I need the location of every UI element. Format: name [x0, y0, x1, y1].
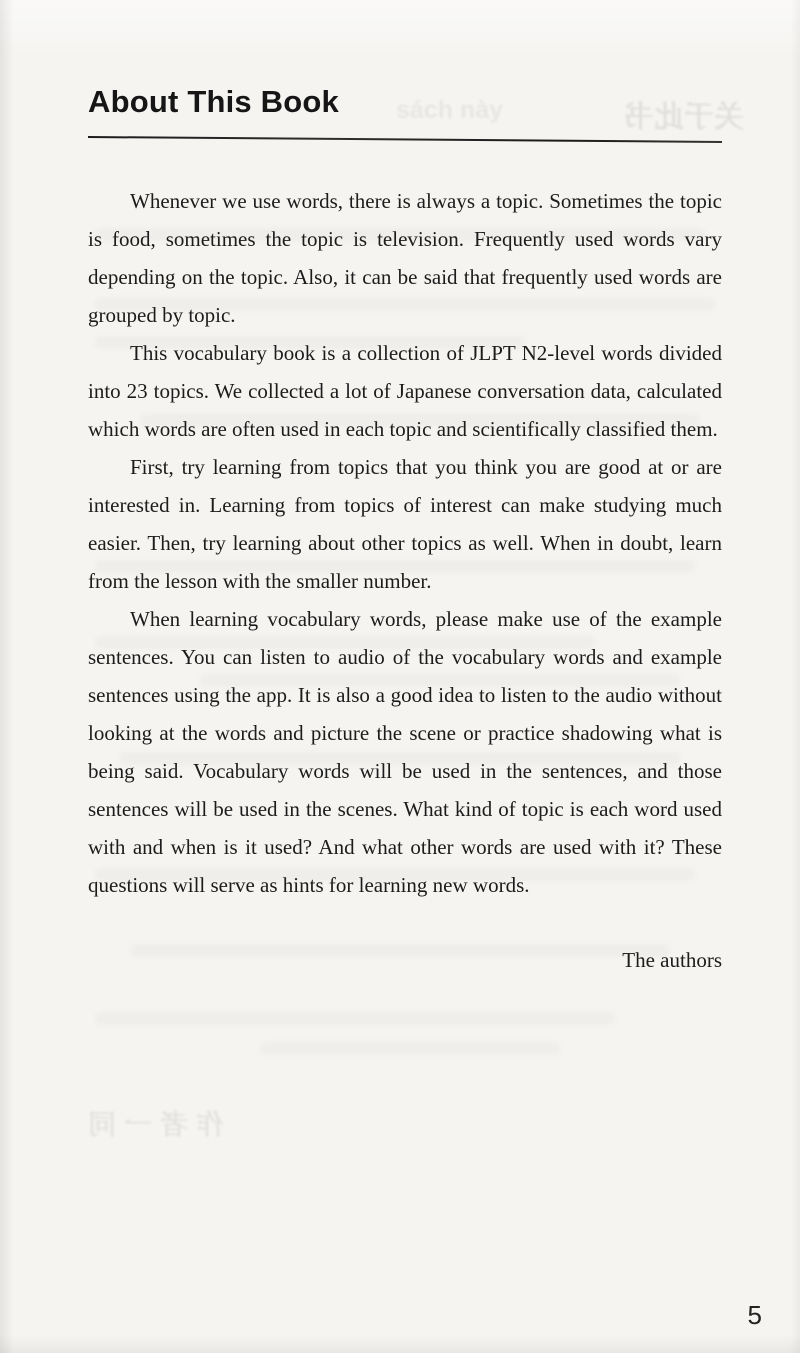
body-text [88, 182, 722, 904]
paragraph: When learning vocabulary words, please make use of the example sentences. You can listen to audio of the vocabulary words and example sentences using the app. It is also a good idea to listen to the audio without looking at the words and picture the scene or practice shadowing what is being said. Vocabulary words will be used in the sentences, and those sentences will be used in the scenes. What kind of topic is each word used with and when is it used? And what other words are used with it? These questions will serve as hints for learning new words. [88, 607, 722, 897]
bleedthrough-heading-chinese: 关于此书 [624, 101, 744, 134]
paragraph: This vocabulary book is a collection of JLPT N2-level words divided into 23 topics. We collected a lot of Japanese conversation data, calculated which words are often used in each topic and scientifically classified them. [88, 341, 722, 441]
bleedthrough-heading-vietnamese: sách này [396, 96, 504, 124]
text-column [88, 0, 722, 973]
paragraph: First, try learning from topics that you think you are good at or are interested in. Learning from topics of interest can make studying much easier. Then, try learning about other topics as well. When in doubt, learn from the lesson with the smaller number. [88, 455, 722, 593]
title-underline [88, 136, 722, 143]
bleedthrough-smudge [260, 1042, 560, 1055]
bleedthrough-signature-chinese: 作者一同 [80, 1110, 225, 1141]
page-title: About This Book [88, 84, 339, 119]
author-signature: The authors [622, 948, 722, 972]
page-number: 5 [747, 1300, 762, 1330]
paragraph: Whenever we use words, there is always a topic. Sometimes the topic is food, sometimes the topic is television. Frequently used words vary depending on the topic. Also, it can be said that frequently used words are grouped by topic. [88, 189, 722, 327]
bleedthrough-smudge [95, 1012, 615, 1025]
